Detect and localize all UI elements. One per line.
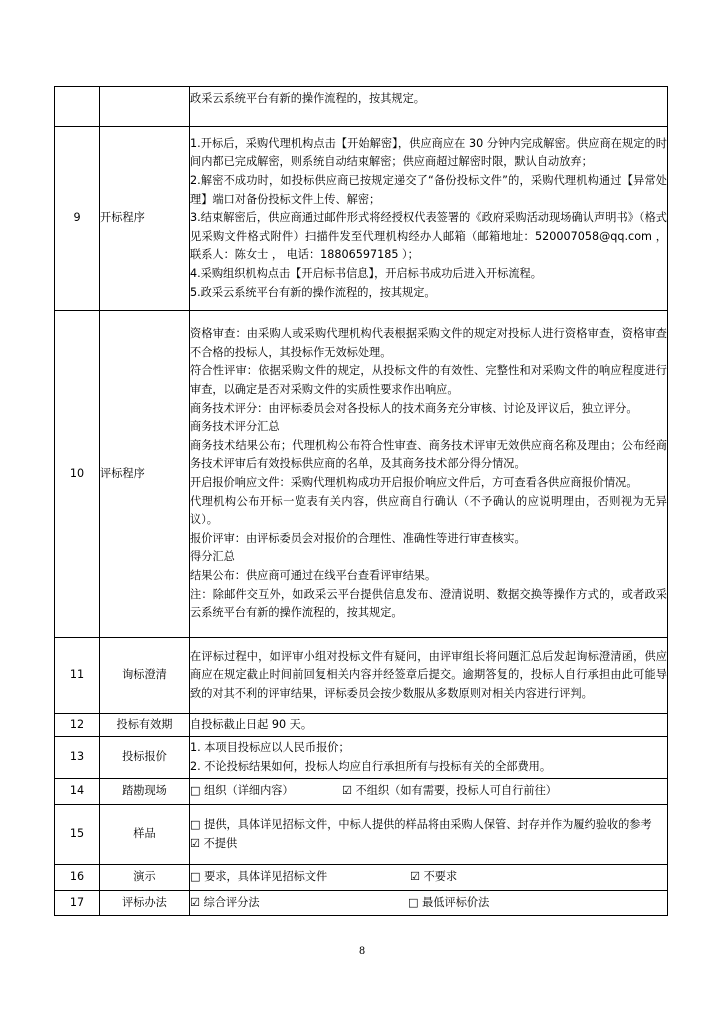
row-title: 踏勘现场 xyxy=(100,779,190,805)
content-line: 商务技术评分汇总 xyxy=(190,420,280,434)
row-number xyxy=(55,87,100,127)
row-number: 12 xyxy=(55,714,100,737)
content-line: 商务技术评分：由评标委员会对各投标人的技术商务充分审核、讨论及评议后，独立评分。 xyxy=(190,401,638,415)
content-line: 资格审查：由采购人或采购代理机构代表根据采购文件的规定对投标人进行资格审查，资格审查不合格的投标人，其投标作无效标处理。 xyxy=(190,327,667,359)
row-number: 14 xyxy=(55,779,100,805)
content-line: 在评标过程中，如评审小组对投标文件有疑问，由评审组长将问题汇总后发起询标澄清函，供应商应在规定截止时间前回复相关内容并经签章后提交。逾期答复的，投标人自行承担由此可能导致的对其不利的评审结果，评标委员会按少数服从多数原则对相关内容进行评判。 xyxy=(190,649,667,700)
content-line: 符合性评审：依据采购文件的规定，从投标文件的有效性、完整性和对采购文件的响应程度进行审查，以确定是否对采购文件的实质性要求作出响应。 xyxy=(190,364,667,397)
table-row xyxy=(55,127,668,311)
row-content xyxy=(190,891,668,916)
table-row xyxy=(55,87,668,127)
row-title: 演示 xyxy=(100,865,190,891)
content-line: 政采云系统平台有新的操作流程的，按其规定。 xyxy=(190,92,425,105)
option-lowest-price: □ 最低评标价法 xyxy=(408,895,490,909)
option-comprehensive-scoring: ☑ 综合评分法 xyxy=(190,895,260,909)
row-title: 投标有效期 xyxy=(100,714,190,737)
row-content xyxy=(190,779,668,805)
row-number: 10 xyxy=(55,311,100,638)
table-row xyxy=(55,714,668,737)
table-row xyxy=(55,737,668,779)
content-line: 3.结束解密后，供应商通过邮件形式将经授权代表签署的《政府采购活动现场确认声明书》（格式见采购文件格式附件）扫描件发至代理机构经办人邮箱（邮箱地址：520007058@qq.com ， 联系人：陈女士 ， 电话：18806597185 ）； xyxy=(190,211,667,262)
page-number: 8 xyxy=(358,946,366,957)
row-number: 17 xyxy=(55,891,100,916)
row-number: 15 xyxy=(55,805,100,865)
content-line: 商务技术结果公布；代理机构公布符合性审查、商务技术评审无效供应商名称及理由；公布经商务技术评审后有效投标供应商的名单，及其商务技术部分得分情况。 xyxy=(190,438,667,471)
row-title: 开标程序 xyxy=(100,127,190,311)
row-number: 13 xyxy=(55,737,100,779)
content-line: 2.解密不成功时，如投标供应商已按规定递交了“备份投标文件”的，采购代理机构通过【异常处理】端口对备份投标文件上传、解密； xyxy=(190,174,667,206)
table-row xyxy=(55,311,668,638)
content-line: 1. 本项目投标应以人民币报价； xyxy=(190,740,350,754)
option-organize: □ 组织（详细内容） xyxy=(190,784,294,798)
row-number: 9 xyxy=(55,127,100,311)
row-title: 投标报价 xyxy=(100,737,190,779)
row-content xyxy=(190,87,668,127)
row-content xyxy=(190,737,668,779)
row-title: 询标澄清 xyxy=(100,638,190,714)
option-not-organize: ☑ 不组织（如有需要，投标人可自行前往） xyxy=(342,784,557,798)
row-content xyxy=(190,805,668,865)
option-no-demo: ☑ 不要求 xyxy=(410,870,458,884)
table-row xyxy=(55,779,668,805)
content-line: 代理机构公布开标一览表有关内容，供应商自行确认（不予确认的应说明理由，否则视为无异议）。 xyxy=(190,494,667,527)
content-line: 自投标截止日起 90 天。 xyxy=(190,717,313,731)
row-title: 评标程序 xyxy=(100,311,190,638)
content-line: 得分汇总 xyxy=(190,550,235,564)
table-row xyxy=(55,638,668,714)
row-content xyxy=(190,127,668,311)
content-line: 1.开标后，采购代理机构点击【开始解密】，供应商应在 30 分钟内完成解密。供应商在规定的时间内都已完成解密，则系统自动结束解密；供应商超过解密时限，默认自动放弃； xyxy=(190,136,667,169)
row-content xyxy=(190,638,668,714)
row-title xyxy=(100,87,190,127)
content-line: 开启报价响应文件：采购代理机构成功开启报价响应文件后，方可查看各供应商报价情况。 xyxy=(190,476,638,489)
row-title: 样品 xyxy=(100,805,190,865)
row-content xyxy=(190,865,668,891)
table-row xyxy=(55,891,668,916)
content-line: 2. 不论投标结果如何，投标人均应自行承担所有与投标有关的全部费用。 xyxy=(190,759,552,773)
content-line: ☑ 不提供 xyxy=(190,836,238,850)
content-line: 5.政采云系统平台有新的操作流程的，按其规定。 xyxy=(190,285,436,299)
content-line: □ 提供，具体详见招标文件，中标人提供的样品将由采购人保管、封存并作为履约验收的参考 xyxy=(190,817,652,831)
content-line: 报价评审：由评标委员会对报价的合理性、准确性等进行审查核实。 xyxy=(190,531,526,545)
requirements-table xyxy=(54,86,668,916)
content-line: 4.采购组织机构点击【开启标书信息】，开启标书成功后进入开标流程。 xyxy=(190,266,542,280)
content-line: 结果公布：供应商可通过在线平台查看评审结果。 xyxy=(190,568,437,582)
row-title: 评标办法 xyxy=(100,891,190,916)
content-line: 注：除邮件交互外，如政采云平台提供信息发布、澄清说明、数据交换等操作方式的，或者政采云系统平台有新的操作流程的，按其规定。 xyxy=(190,587,667,620)
option-require-demo: □ 要求，具体详见招标文件 xyxy=(190,870,328,884)
row-content xyxy=(190,714,668,737)
row-number: 11 xyxy=(55,638,100,714)
row-number: 16 xyxy=(55,865,100,891)
table-row xyxy=(55,865,668,891)
table-row xyxy=(55,805,668,865)
row-content xyxy=(190,311,668,638)
